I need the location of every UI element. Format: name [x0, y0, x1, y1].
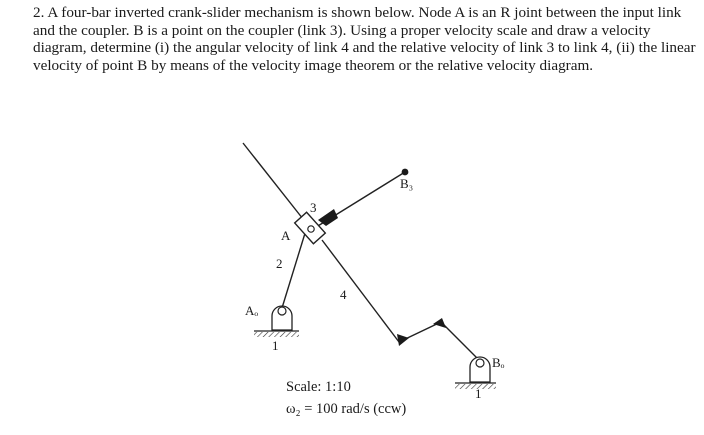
label-a: A	[281, 228, 291, 243]
label-bo: Bₒ	[492, 355, 505, 370]
label-link-2: 2	[276, 256, 283, 271]
omega-note: ω₂ = 100 rad/s (ccw)	[286, 401, 407, 417]
joint-a	[308, 226, 314, 232]
label-link-3: 3	[310, 200, 317, 215]
link-4-corner-gusset-right	[433, 318, 446, 328]
label-link-4: 4	[340, 287, 347, 302]
scale-note: Scale: 1:10	[286, 379, 351, 395]
link-4-lower	[322, 240, 399, 342]
ground-pivot-bo	[455, 357, 496, 389]
point-b3	[402, 169, 409, 176]
label-b3: B₃	[400, 176, 414, 191]
label-ground-right: 1	[475, 386, 482, 401]
link-4-upper	[243, 143, 303, 219]
problem-number: 2.	[33, 4, 45, 21]
link-4-bent-section	[399, 322, 481, 362]
label-ao: Aₒ	[245, 303, 259, 318]
link-4-corner-gusset-left	[397, 334, 409, 346]
label-ground-left: 1	[272, 338, 279, 353]
problem-text: A four-bar inverted crank-slider mechanism is shown below. Node A is an R joint between the input link and the coupler. B is a point on the coupler (link 3). Using a proper velocity scale and draw a velocity diagram, determine (i) the angular velocity of link 4 and the relative velocity of link 3 to link 4, (ii) the linear velocity of point B by means of the velocity image theorem or the relative velocity diagram.	[33, 4, 696, 74]
ground-pivot-ao	[254, 306, 299, 337]
